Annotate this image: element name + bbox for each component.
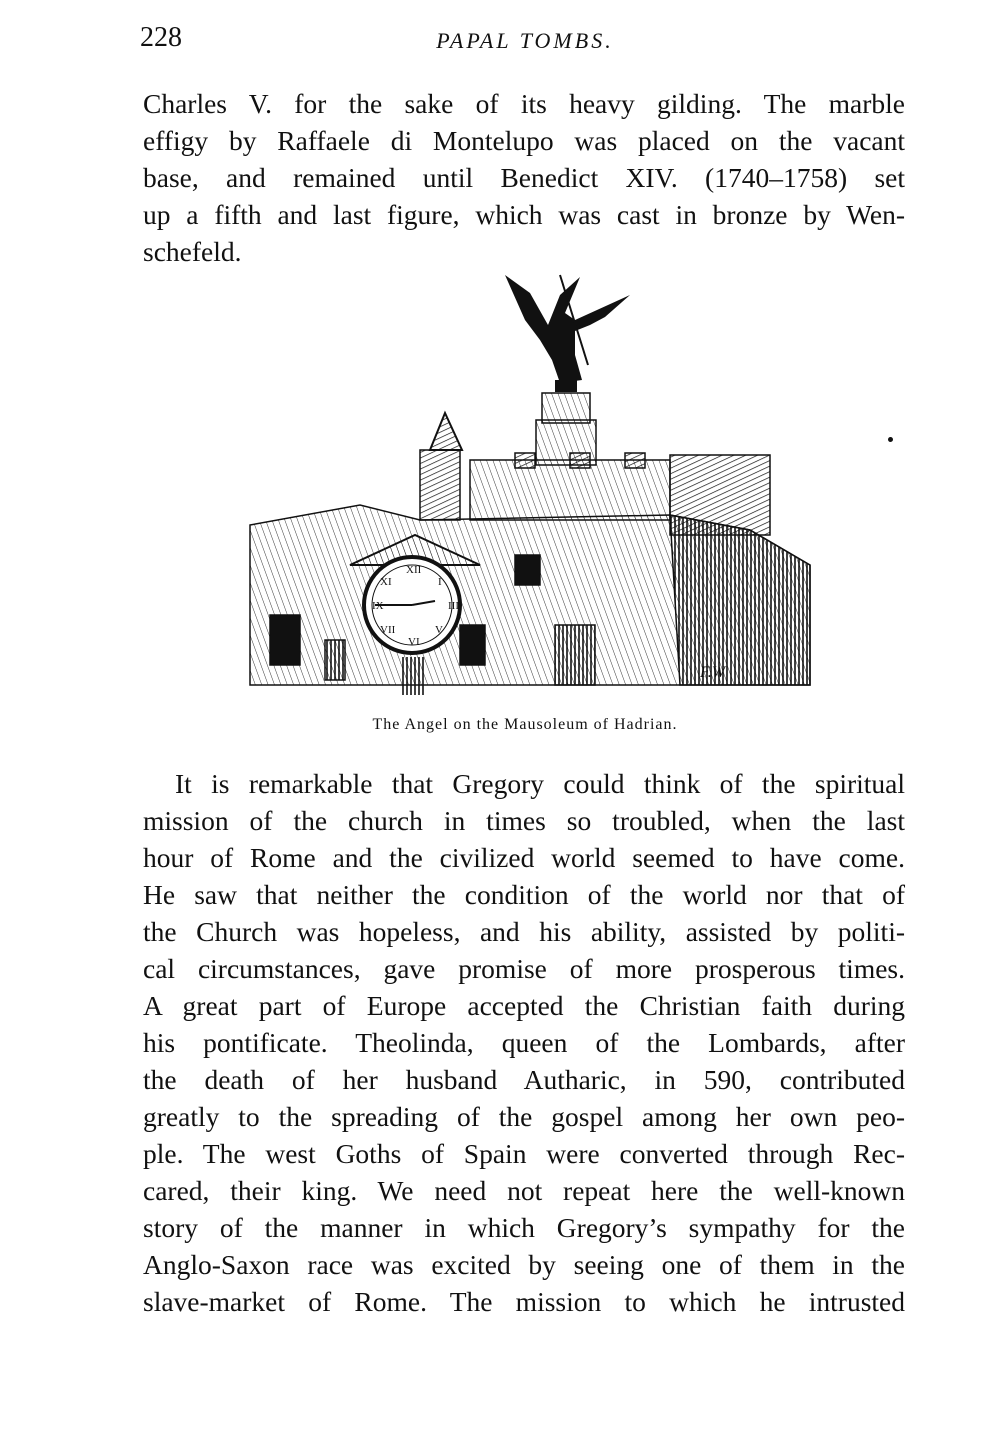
- text-line: It is remarkable that Gregory could think of the spiritual: [175, 768, 905, 799]
- text-line: Charles V. for the sake of its heavy gilding. The marble: [143, 88, 905, 119]
- text-line: base, and remained until Benedict XIV. (1740–1758) set: [143, 162, 905, 193]
- text-line: He saw that neither the condition of the world nor that of: [143, 879, 905, 910]
- text-line: cal circumstances, gave promise of more prosperous times.: [143, 953, 905, 984]
- artist-monogram: F.W: [700, 664, 726, 681]
- running-title: PAPAL TOMBS.: [436, 28, 614, 53]
- text-line: hour of Rome and the civilized world seemed to have come.: [143, 842, 905, 873]
- text-line: A great part of Europe accepted the Christian faith during: [143, 990, 905, 1021]
- paragraph-2: [143, 765, 905, 1320]
- svg-text:XI: XI: [380, 576, 392, 588]
- page-header: [140, 22, 910, 62]
- paragraph-1: [143, 85, 905, 270]
- engraving-image: [230, 265, 820, 695]
- text-line: schefeld.: [143, 236, 242, 267]
- svg-text:XII: XII: [406, 564, 422, 576]
- text-line: effigy by Raffaele di Montelupo was placed on the vacant: [143, 125, 905, 156]
- svg-text:V: V: [435, 624, 443, 636]
- text-line: the death of her husband Autharic, in 590, contributed: [143, 1064, 905, 1095]
- text-line: cared, their king. We need not repeat here the well-known: [143, 1175, 905, 1206]
- text-line: mission of the church in times so troubled, when the last: [143, 805, 905, 836]
- text-line: up a fifth and last figure, which was cast in bronze by Wen-: [143, 199, 905, 230]
- castle-walls: [250, 505, 810, 685]
- page-number: 228: [140, 22, 182, 53]
- text-line: slave-market of Rome. The mission to which he intrusted: [143, 1286, 905, 1317]
- text-line: the Church was hopeless, and his ability, assisted by politi-: [143, 916, 905, 947]
- svg-text:I: I: [438, 576, 442, 588]
- figure-caption: The Angel on the Mausoleum of Hadrian.: [372, 716, 678, 733]
- text-line: greatly to the spreading of the gospel among her own peo-: [143, 1101, 905, 1132]
- text-line: story of the manner in which Gregory’s sympathy for the: [143, 1212, 905, 1243]
- illustration-angel-on-mausoleum: [230, 265, 820, 695]
- ink-speck: [888, 437, 893, 442]
- svg-text:VII: VII: [380, 624, 396, 636]
- svg-text:VI: VI: [408, 636, 420, 648]
- angel-statue: [505, 275, 630, 392]
- svg-text:IX: IX: [372, 600, 384, 612]
- text-line: ple. The west Goths of Spain were converted through Rec-: [143, 1138, 905, 1169]
- text-line: Anglo-Saxon race was excited by seeing one of them in the: [143, 1249, 905, 1280]
- svg-text:III: III: [448, 600, 459, 612]
- text-line: his pontificate. Theolinda, queen of the Lombards, after: [143, 1027, 905, 1058]
